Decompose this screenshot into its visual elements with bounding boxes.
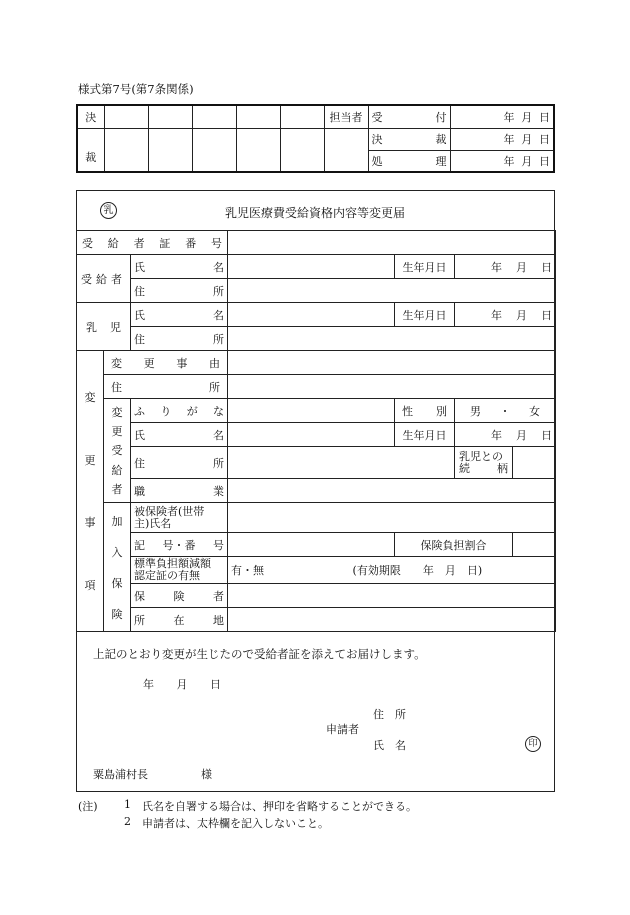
change-items-label: 変 更 事 項	[77, 351, 104, 632]
infant-dob-label: 生年月日	[395, 303, 455, 327]
main-form-table	[76, 230, 556, 632]
change-reason-label: 変 更 事 由	[104, 351, 228, 375]
symbol-number-field[interactable]	[228, 533, 395, 557]
location-field[interactable]	[228, 608, 556, 632]
changed-recipient-label: 変 更 受 給 者	[104, 399, 131, 503]
insurer-label: 保 険 者	[131, 584, 228, 608]
changed-address-label: 住 所	[131, 447, 228, 479]
note-1-num: 1	[124, 798, 131, 811]
seal-mark: 乳	[100, 202, 117, 219]
tanto-label: 担当者	[324, 105, 368, 128]
insurer-field[interactable]	[228, 584, 556, 608]
received-date: 年 月 日	[450, 105, 554, 128]
kessai-label-2: 裁	[77, 128, 104, 172]
copay-ratio-label: 保険負担割合	[395, 533, 513, 557]
note-2-num: 2	[124, 815, 131, 828]
note-2-text: 申請者は、太枠欄を記入しないこと。	[142, 817, 329, 830]
recipient-address-label: 住 所	[131, 279, 228, 303]
notes-prefix: (注)	[78, 800, 98, 813]
sex-label: 性 別	[395, 399, 455, 423]
approved-date: 年 月 日	[450, 128, 554, 150]
received-label: 受 付	[368, 105, 450, 128]
applicant-label: 申請者	[326, 723, 359, 736]
occupation-field[interactable]	[228, 479, 556, 503]
infant-name-field[interactable]	[228, 303, 395, 327]
occupation-label: 職 業	[131, 479, 228, 503]
stamp-box-3b	[192, 128, 236, 172]
processed-label: 処 理	[368, 150, 450, 172]
stamp-box-2b	[148, 128, 192, 172]
sex-options[interactable]: 男 ・ 女	[455, 399, 556, 423]
change-address-label: 住 所	[104, 375, 228, 399]
changed-name-field[interactable]	[228, 423, 395, 447]
approval-table	[76, 104, 555, 173]
applicant-name-label: 氏 名	[373, 739, 406, 752]
symbol-number-label: 記 号・番 号	[131, 533, 228, 557]
declaration-text: 上記のとおり変更が生じたので受給者証を添えてお届けします。	[93, 647, 426, 661]
infant-label: 乳 児	[77, 303, 131, 351]
recipient-name-field[interactable]	[228, 255, 395, 279]
infant-dob-field[interactable]: 年 月 日	[455, 303, 556, 327]
infant-address-field[interactable]	[228, 327, 556, 351]
stamp-box-4	[236, 105, 280, 128]
furigana-label: ふ り が な	[131, 399, 228, 423]
recipient-dob-label: 生年月日	[395, 255, 455, 279]
furigana-field[interactable]	[228, 399, 395, 423]
form-title: 乳児医療費受給資格内容等変更届	[225, 206, 406, 220]
changed-dob-label: 生年月日	[395, 423, 455, 447]
recipient-name-label: 氏 名	[131, 255, 228, 279]
recipient-label: 受給者	[77, 255, 131, 303]
copay-ratio-field[interactable]	[513, 533, 556, 557]
honorific: 様	[201, 768, 212, 781]
insured-name-field[interactable]	[228, 503, 556, 533]
stamp-box-2	[148, 105, 192, 128]
infant-name-label: 氏 名	[131, 303, 228, 327]
stamp-box-5	[280, 105, 324, 128]
changed-address-field[interactable]	[228, 447, 455, 479]
stamp-box-1	[104, 105, 148, 128]
insured-name-label: 被保険者(世帯 主)氏名	[131, 503, 228, 533]
reduction-cert-label: 標準負担額減額 認定証の有無	[131, 557, 228, 584]
sign-date[interactable]: 年 月 日	[143, 678, 221, 691]
applicant-address-label: 住 所	[373, 708, 406, 721]
stamp-box-5b	[280, 128, 324, 172]
reduction-cert-field[interactable]: 有・無 (有効期限 年 月 日)	[228, 557, 556, 584]
relation-label: 乳児との 続 柄	[455, 447, 513, 479]
location-label: 所 在 地	[131, 608, 228, 632]
cert-no-field[interactable]	[228, 231, 556, 255]
addressee: 粟島浦村長	[93, 768, 148, 781]
insurance-label: 加 入 保 険	[104, 503, 131, 632]
approved-label: 決 裁	[368, 128, 450, 150]
processed-date: 年 月 日	[450, 150, 554, 172]
infant-address-label: 住 所	[131, 327, 228, 351]
cert-no-label: 受 給 者 証 番 号	[77, 231, 228, 255]
changed-dob-field[interactable]: 年 月 日	[455, 423, 556, 447]
tanto-box	[324, 128, 368, 172]
stamp-box-3	[192, 105, 236, 128]
stamp-box-4b	[236, 128, 280, 172]
stamp-box-1b	[104, 128, 148, 172]
seal-icon: 印	[525, 736, 541, 752]
recipient-dob-field[interactable]: 年 月 日	[455, 255, 556, 279]
recipient-address-field[interactable]	[228, 279, 556, 303]
note-1-text: 氏名を自署する場合は、押印を省略することができる。	[142, 800, 417, 813]
kessai-label-1: 決	[77, 105, 104, 128]
change-address-field[interactable]	[228, 375, 556, 399]
change-reason-field[interactable]	[228, 351, 556, 375]
form-number: 様式第7号(第7条関係)	[78, 82, 194, 96]
relation-field[interactable]	[513, 447, 556, 479]
changed-name-label: 氏 名	[131, 423, 228, 447]
